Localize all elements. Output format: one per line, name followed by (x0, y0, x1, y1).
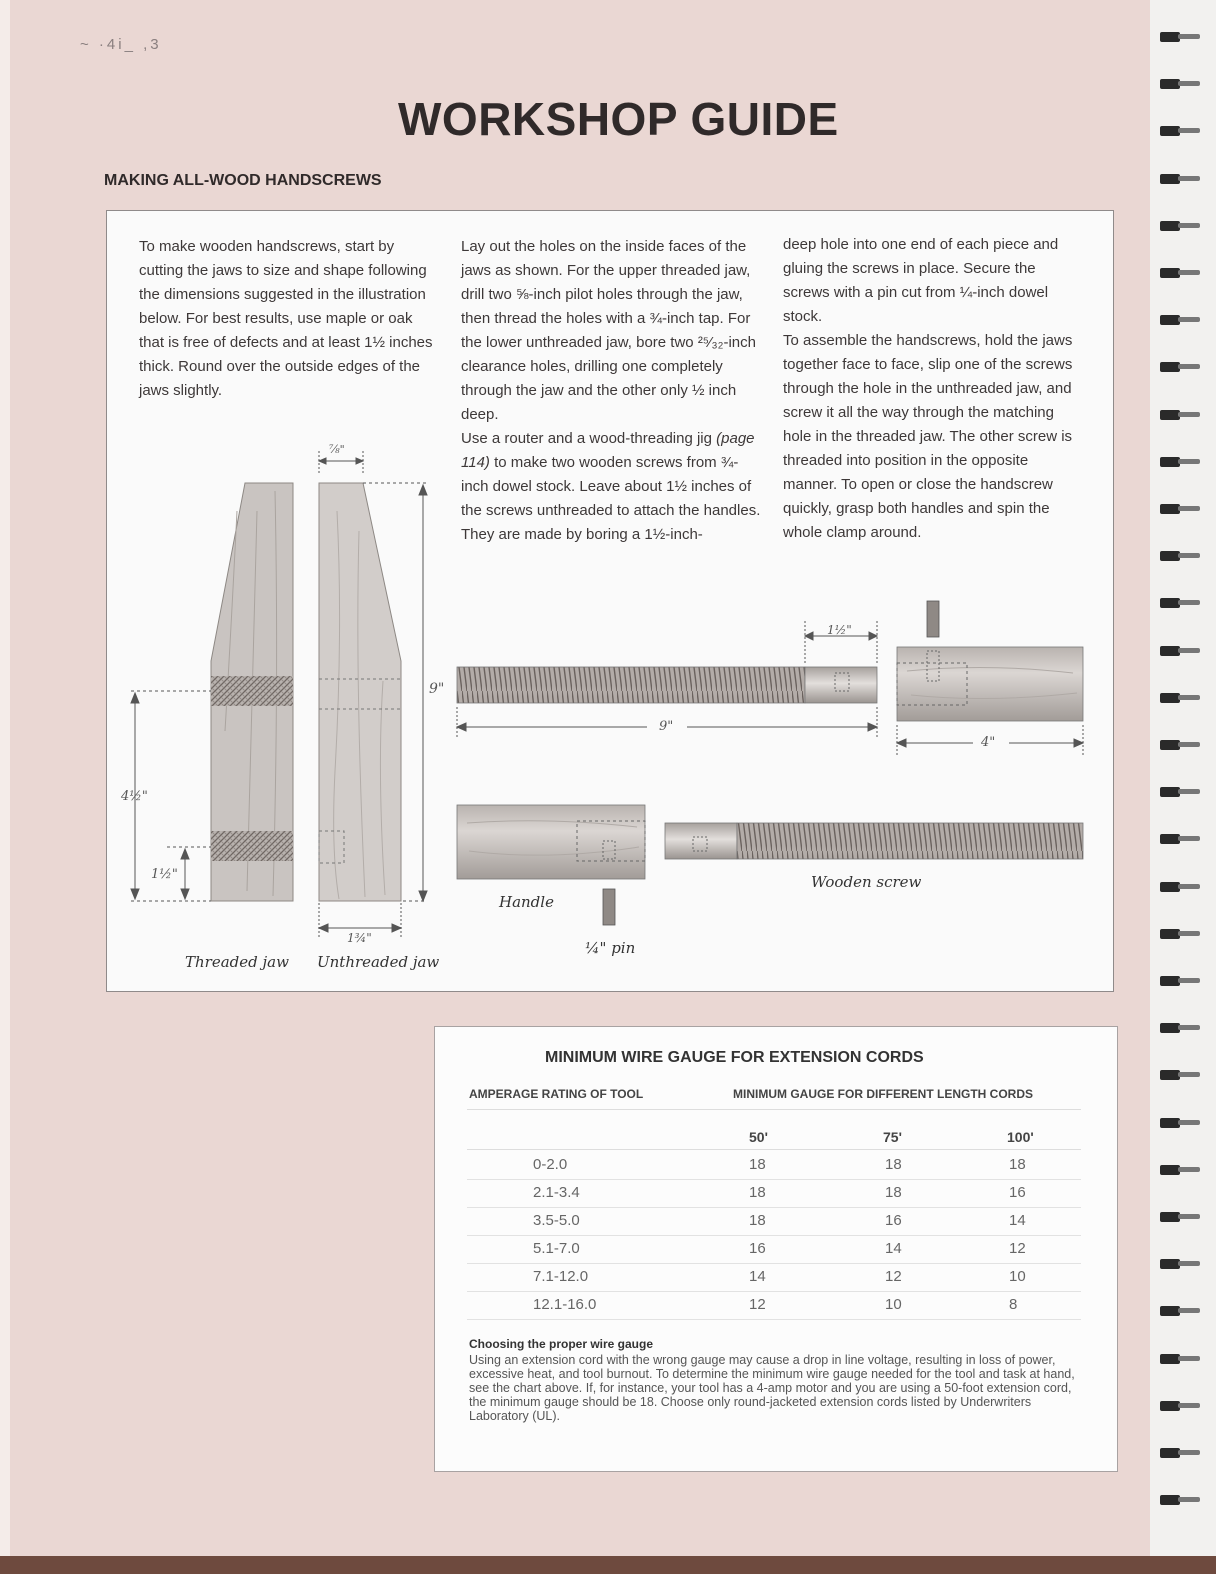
table-cell-g75: 18 (885, 1184, 902, 1201)
ring-wire (1178, 695, 1200, 700)
dim-jaw-length: 9" (429, 681, 445, 697)
ring-wire (1178, 34, 1200, 39)
ring-bar (1160, 32, 1180, 42)
table-cell-g100: 16 (1009, 1184, 1026, 1201)
ring-wire (1178, 1356, 1200, 1361)
ring-bar (1160, 1495, 1180, 1505)
binding-ring (1160, 596, 1200, 610)
ring-bar (1160, 268, 1180, 278)
binding-ring (1160, 1257, 1200, 1271)
table-cell-g50: 12 (749, 1296, 766, 1313)
table-row (467, 1207, 1081, 1236)
table-cell-amp: 0-2.0 (533, 1156, 568, 1173)
binding-ring (1160, 455, 1200, 469)
ring-bar (1160, 1448, 1180, 1458)
header-rule (467, 1109, 1081, 1110)
dim-handle-length: 4" (981, 735, 996, 750)
ring-wire (1178, 1120, 1200, 1125)
table-cell-amp: 7.1-12.0 (533, 1268, 589, 1285)
table-cell-g50: 18 (749, 1212, 766, 1229)
table-row (467, 1263, 1081, 1292)
length-header-75: 75' (883, 1129, 902, 1145)
table-surface-strip (0, 1556, 1216, 1574)
table-row (467, 1291, 1081, 1320)
binding-ring (1160, 738, 1200, 752)
unthreaded-jaw (319, 483, 401, 901)
ring-bar (1160, 174, 1180, 184)
binding-ring (1160, 1021, 1200, 1035)
ring-wire (1178, 412, 1200, 417)
handle-lower (457, 805, 645, 879)
table-cell-g50: 14 (749, 1268, 766, 1285)
table-cell-g100: 18 (1009, 1156, 1026, 1173)
ring-bar (1160, 1118, 1180, 1128)
dim-jaw-top-width: ⅞" (329, 443, 345, 456)
binding-ring (1160, 974, 1200, 988)
caption-handle: Handle (499, 893, 554, 911)
binding-ring (1160, 1493, 1200, 1507)
ring-wire (1178, 459, 1200, 464)
ring-wire (1178, 81, 1200, 86)
caption-threaded-jaw: Threaded jaw (185, 953, 289, 971)
binding-ring (1160, 880, 1200, 894)
ring-wire (1178, 836, 1200, 841)
dim-jaw-width: 1¾" (347, 931, 372, 945)
ring-bar (1160, 598, 1180, 608)
pin (603, 889, 615, 925)
ring-bar (1160, 362, 1180, 372)
ring-wire (1178, 789, 1200, 794)
wooden-screw-lower (665, 823, 1083, 859)
table-cell-g75: 18 (885, 1156, 902, 1173)
ring-wire (1178, 176, 1200, 181)
binding-ring (1160, 832, 1200, 846)
article-paragraph: To assemble the handscrews, hold the jaws together face to face, slip one of the screws through the hole in the unthreaded jaw, and screw it all the way through the matching hole in the threaded jaw. The other screw is threaded into position in the opposite manner. To open or close the handscrew quickly, grasp both handles and spin the whole clamp around. (783, 332, 1073, 541)
ring-bar (1160, 1259, 1180, 1269)
ring-bar (1160, 1401, 1180, 1411)
ring-wire (1178, 1072, 1200, 1077)
wooden-screw-upper (457, 667, 877, 703)
caption-unthreaded-jaw: Unthreaded jaw (317, 953, 440, 971)
binding-ring (1160, 1352, 1200, 1366)
binding-ring (1160, 77, 1200, 91)
ring-bar (1160, 504, 1180, 514)
ring-wire (1178, 648, 1200, 653)
table-cell-amp: 2.1-3.4 (533, 1184, 580, 1201)
wire-gauge-table (434, 1026, 1118, 1472)
ring-bar (1160, 646, 1180, 656)
ring-wire (1178, 1167, 1200, 1172)
table-cell-g100: 8 (1009, 1296, 1018, 1313)
ring-wire (1178, 223, 1200, 228)
binding-ring (1160, 785, 1200, 799)
length-header-50: 50' (749, 1129, 768, 1145)
page-edge (0, 0, 10, 1574)
table-cell-g75: 10 (885, 1296, 902, 1313)
table-cell-g75: 16 (885, 1212, 902, 1229)
threaded-jaw (211, 483, 293, 901)
column-header-gauge: MINIMUM GAUGE FOR DIFFERENT LENGTH CORDS (733, 1087, 1033, 1101)
page-title: WORKSHOP GUIDE (398, 93, 839, 145)
ring-bar (1160, 740, 1180, 750)
table-title: MINIMUM WIRE GAUGE FOR EXTENSION CORDS (545, 1049, 924, 1066)
ring-bar (1160, 976, 1180, 986)
binding-ring (1160, 172, 1200, 186)
binding-ring (1160, 408, 1200, 422)
ring-wire (1178, 1403, 1200, 1408)
page-reference: (page 114) (461, 430, 755, 471)
binding-ring (1160, 360, 1200, 374)
ring-bar (1160, 1212, 1180, 1222)
binding-ring (1160, 124, 1200, 138)
ring-bar (1160, 457, 1180, 467)
threaded-hole-lower (211, 831, 293, 861)
ring-bar (1160, 882, 1180, 892)
ring-bar (1160, 126, 1180, 136)
binding-ring (1160, 219, 1200, 233)
table-cell-g50: 18 (749, 1156, 766, 1173)
article-paragraph: Lay out the holes on the inside faces of the jaws as shown. For the upper threaded jaw, drill two ⅝-inch pilot holes through the jaw, then thread the holes with a ¾-inch tap. For the lower unthreaded jaw, bore two ²⁵⁄₃₂-inch clearance holes, drilling one completely through the jaw and the other only ½ inch deep. (461, 238, 756, 423)
binding-ring (1160, 927, 1200, 941)
handle-upper (897, 601, 1083, 721)
ring-wire (1178, 600, 1200, 605)
ring-bar (1160, 221, 1180, 231)
threaded-hole-upper (211, 676, 293, 706)
ring-wire (1178, 978, 1200, 983)
length-header-100: 100' (1007, 1129, 1034, 1145)
dim-bottom-hole-height: 1½" (151, 867, 178, 882)
ring-wire (1178, 1025, 1200, 1030)
ring-wire (1178, 364, 1200, 369)
binding-ring (1160, 1068, 1200, 1082)
table-cell-g100: 10 (1009, 1268, 1026, 1285)
table-cell-g75: 14 (885, 1240, 902, 1257)
ring-wire (1178, 884, 1200, 889)
table-cell-g50: 16 (749, 1240, 766, 1257)
binding-ring (1160, 30, 1200, 44)
binding-ring (1160, 266, 1200, 280)
ring-wire (1178, 931, 1200, 936)
ring-wire (1178, 506, 1200, 511)
binding-ring (1160, 1163, 1200, 1177)
table-cell-g100: 14 (1009, 1212, 1026, 1229)
table-cell-amp: 3.5-5.0 (533, 1212, 580, 1229)
ring-bar (1160, 929, 1180, 939)
table-cell-g50: 18 (749, 1184, 766, 1201)
ring-wire (1178, 128, 1200, 133)
caption-pin: ¼" pin (585, 939, 636, 957)
dim-lower-hole-height: 4½" (121, 789, 148, 804)
ring-wire (1178, 742, 1200, 747)
table-row (467, 1235, 1081, 1264)
ring-bar (1160, 1306, 1180, 1316)
ring-bar (1160, 315, 1180, 325)
ring-wire (1178, 1261, 1200, 1266)
table-row (467, 1179, 1081, 1208)
column-header-amperage: AMPERAGE RATING OF TOOL (469, 1087, 644, 1101)
table-cell-g75: 12 (885, 1268, 902, 1285)
ring-bar (1160, 834, 1180, 844)
binding-ring (1160, 1446, 1200, 1460)
binding-ring (1160, 1304, 1200, 1318)
note-heading: Choosing the proper wire gauge (469, 1337, 654, 1351)
handscrew-illustration (107, 211, 1113, 991)
table-row (467, 1151, 1081, 1180)
dim-screw-length: 9" (659, 719, 674, 734)
table-cell-g100: 12 (1009, 1240, 1026, 1257)
article-text: to make two wooden screws from ¾-inch dowel stock. Leave about 1½ inches of the screws unthreaded to attach the handles. They are made by boring a 1½-inch- (461, 454, 761, 543)
ring-bar (1160, 1023, 1180, 1033)
binding-ring (1160, 691, 1200, 705)
ring-bar (1160, 1354, 1180, 1364)
ring-bar (1160, 410, 1180, 420)
table-cell-amp: 12.1-16.0 (533, 1296, 597, 1313)
ring-wire (1178, 1214, 1200, 1219)
table-cell-amp: 5.1-7.0 (533, 1240, 580, 1257)
ring-wire (1178, 1450, 1200, 1455)
binding-ring (1160, 502, 1200, 516)
ring-wire (1178, 553, 1200, 558)
binding-ring (1160, 549, 1200, 563)
caption-wooden-screw: Wooden screw (811, 873, 922, 891)
ring-bar (1160, 787, 1180, 797)
binding-ring (1160, 1399, 1200, 1413)
ring-bar (1160, 1070, 1180, 1080)
ring-wire (1178, 270, 1200, 275)
article-paragraph: deep hole into one end of each piece and gluing the screws in place. Secure the screws with a pin cut from ¼-inch dowel stock. (783, 236, 1059, 325)
ring-bar (1160, 79, 1180, 89)
handscrew-panel (106, 210, 1114, 992)
ring-bar (1160, 693, 1180, 703)
binding-ring (1160, 313, 1200, 327)
ring-bar (1160, 1165, 1180, 1175)
length-rule (467, 1149, 1081, 1150)
stray-mark: ~ ·4i_ ,3 (80, 36, 162, 53)
ring-wire (1178, 1308, 1200, 1313)
spiral-binding (1150, 0, 1216, 1556)
dim-screw-unthreaded: 1½" (827, 623, 852, 637)
note-text: Using an extension cord with the wrong gauge may cause a drop in line voltage, resulting in loss of power, excessive heat, and tool burnout. To determine the minimum wire gauge needed for the tool and task at hand, see the chart above. If, for instance, your tool has a 4-amp motor and you are using a 50-foot extension cord, the minimum gauge should be 18. Choose only round-jacketed extension cords listed by Underwriters Laboratory (UL). (469, 1353, 1075, 1423)
ring-wire (1178, 1497, 1200, 1502)
article-paragraph: To make wooden handscrews, start by cutting the jaws to size and shape following the dimensions suggested in the illustration below. For best results, use maple or oak that is free of defects and at least 1½ inches thick. Round over the outside edges of the jaws slightly. (139, 238, 433, 399)
binding-ring (1160, 1116, 1200, 1130)
ring-bar (1160, 551, 1180, 561)
binding-ring (1160, 644, 1200, 658)
article-text: Use a router and a wood-threading jig (461, 430, 717, 447)
section-title: MAKING ALL-WOOD HANDSCREWS (104, 172, 382, 189)
ring-wire (1178, 317, 1200, 322)
binding-ring (1160, 1210, 1200, 1224)
